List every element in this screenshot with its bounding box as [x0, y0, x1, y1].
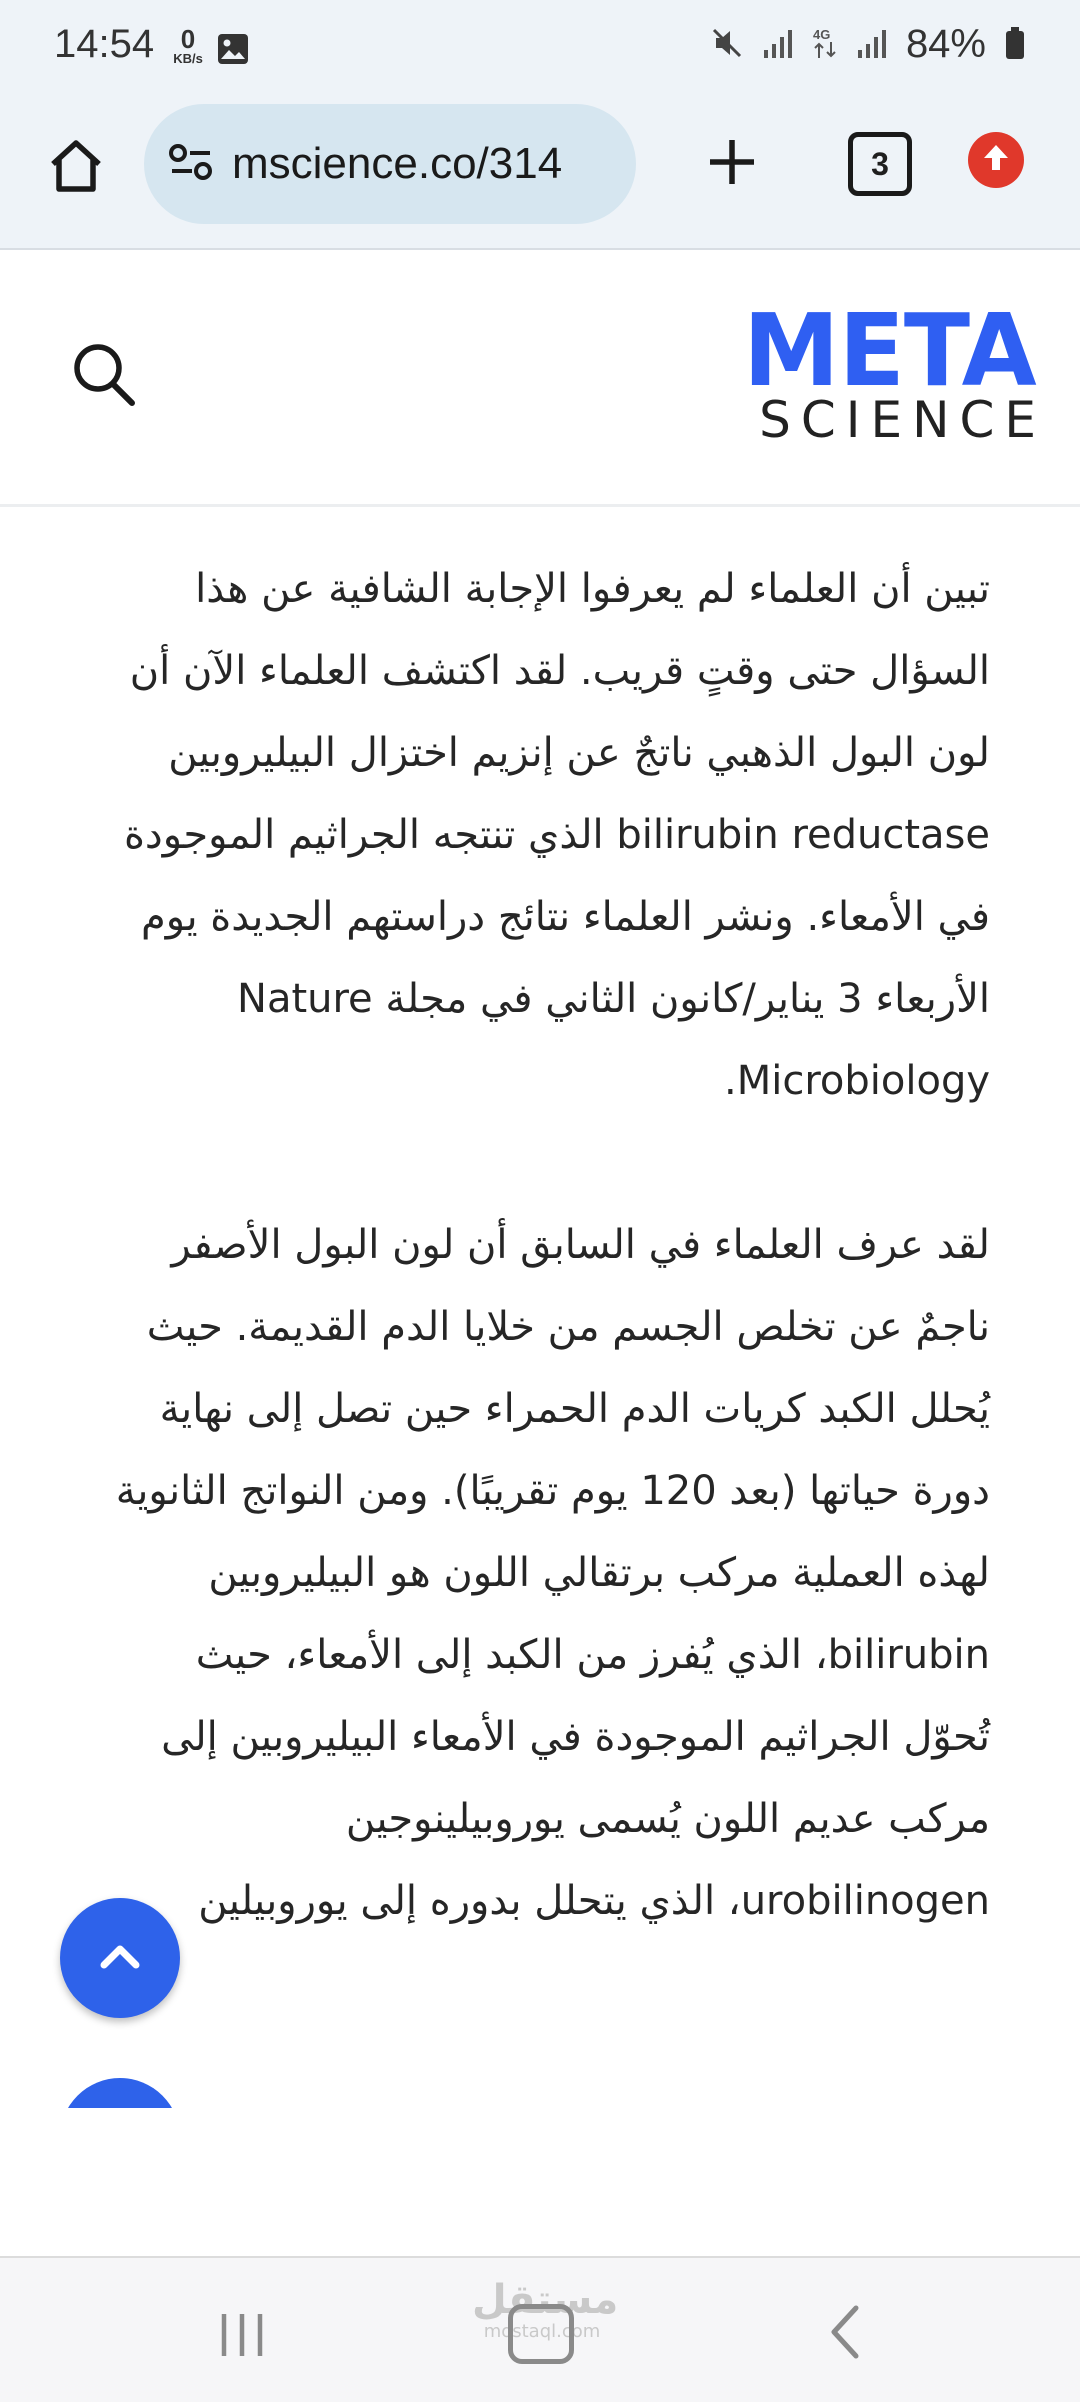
- back-icon: [828, 2345, 862, 2364]
- secondary-floating-button[interactable]: [60, 2078, 180, 2108]
- scroll-to-top-button[interactable]: [60, 1898, 180, 2018]
- signal-icon: [762, 28, 794, 62]
- network-speed-value: 0: [180, 24, 196, 54]
- back-button[interactable]: [828, 2304, 862, 2364]
- system-navigation-bar: [0, 2256, 1080, 2402]
- status-bar: [0, 0, 1080, 100]
- tab-switcher-button[interactable]: [848, 132, 912, 196]
- svg-text:4G: 4G: [812, 26, 831, 42]
- battery-icon: [1004, 26, 1026, 64]
- watermark-text: مستقل: [472, 2277, 619, 2323]
- recents-icon: [218, 2343, 266, 2362]
- update-arrow-icon: [979, 141, 1013, 179]
- mute-icon: [710, 26, 744, 64]
- plus-icon: [706, 136, 758, 192]
- article-paragraph-2: لقد عرف العلماء في السابق أن لون البول الأصفر ناجمٌ عن تخلص الجسم من خلايا الدم القديمة. حيث يُحلل الكبد كريات الدم الحمراء حين تصل إلى نهاية دورة حياتها (بعد 120 يوم تقريبًا). ومن النواتج الثانوية لهذه العملية مركب برتقالي اللون هو البيليروبين bilirubin، الذي يُفرز من الكبد إلى الأمعاء، حيث تُحوّل الجراثيم الموجودة في الأمعاء البيليروبين إلى مركب عديم اللون يُسمى يوروبيلينوجين urobilinogen، الذي يتحلل بدوره إلى يوروبيلين: [115, 1222, 990, 1924]
- tune-icon[interactable]: [168, 142, 214, 186]
- address-bar[interactable]: [144, 104, 636, 224]
- home-button[interactable]: [40, 132, 112, 204]
- article-viewport: [0, 504, 1080, 2108]
- logo-science-text: SCIENCE: [759, 391, 1046, 449]
- network-speed-unit: KB/s: [173, 51, 203, 66]
- article-paragraph-1: تبين أن العلماء لم يعرفوا الإجابة الشافية عن هذا السؤال حتى وقتٍ قريب. لقد اكتشف العلماء الآن أن لون البول الذهبي ناتجٌ عن إنزيم اختزال البيليروبين bilirubin reductase الذي تنتجه الجراثيم الموجودة في الأمعاء. ونشر العلماء نتائج دراستهم الجديدة يوم الأربعاء 3 يناير/كانون الثاني في مجلة Nature Microbiology.: [123, 566, 990, 1104]
- article-body: [100, 548, 990, 1942]
- browser-toolbar: [0, 100, 1080, 250]
- battery-percent: 84%: [905, 22, 986, 66]
- home-icon: [47, 137, 105, 199]
- url-text: mscience.co/314: [232, 139, 563, 188]
- gallery-notification-icon: [216, 32, 250, 70]
- search-icon: [70, 395, 138, 414]
- search-button[interactable]: [70, 340, 138, 414]
- tab-count: 3: [871, 145, 889, 182]
- recents-button[interactable]: [218, 2312, 266, 2362]
- status-time: 14:54: [54, 22, 155, 66]
- watermark-url: mostaql.com: [483, 2321, 601, 2342]
- logo-meta-text: META: [743, 292, 1036, 409]
- chevron-up-icon: [98, 1941, 142, 1975]
- network-speed: [168, 26, 208, 65]
- site-header: [0, 250, 1080, 507]
- signal-icon-2: [856, 28, 888, 62]
- update-button[interactable]: [968, 132, 1024, 188]
- secondary-fab-clip: [0, 2030, 300, 2108]
- new-tab-button[interactable]: [696, 128, 768, 200]
- nav-home-button[interactable]: [508, 2304, 574, 2364]
- 4g-data-icon: [812, 26, 838, 64]
- site-logo[interactable]: [734, 292, 1046, 449]
